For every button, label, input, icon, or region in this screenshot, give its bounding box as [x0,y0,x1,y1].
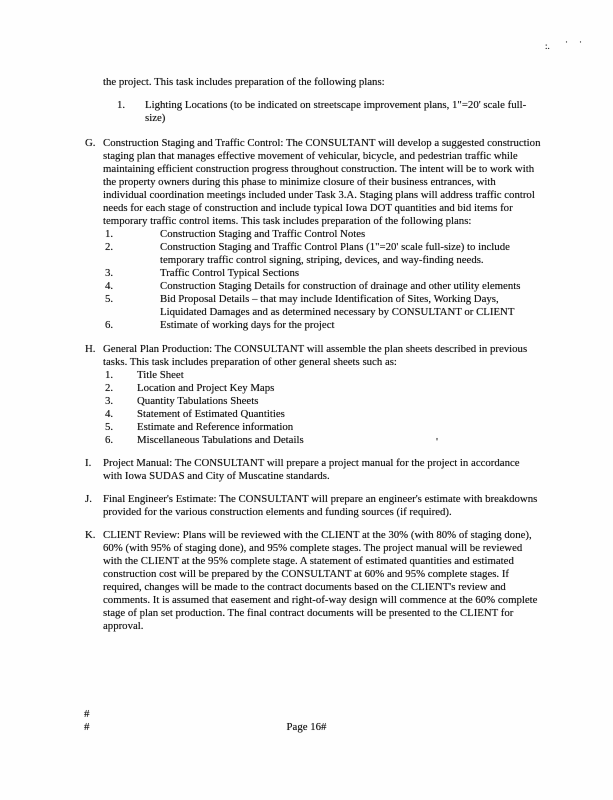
list-item [103,319,541,332]
list-item [103,408,541,421]
footer-hash-mark: # [84,721,90,733]
intro-paragraph: the project. This task includes preparation of the following plans: [103,76,385,88]
section-text: CLIENT Review: Plans will be reviewed with the CLIENT at the 30% (with 80% of staging done), 60% (with 95% of staging done), and 95% complete stages. The project manual will be reviewed with the CLIENT at the 95% complete stage. A statement of estimated quantities and estimated construction cost will be prepared by the CONSULTANT at 60% and 95% complete stages. If required, changes will be made to the contract documents based on the CLIENT's review and comments. It is assumed that easement and right-of-way design will commence at the 60% complete stage of plan set production. The final contract documents will be presented to the CLIENT for approval. [103,529,538,632]
section-i [85,457,541,483]
section-letter: H. [85,343,96,355]
list-item [110,99,541,125]
list-item-number: 3. [105,395,114,407]
list-item-text: Estimate of working days for the project [160,319,335,331]
section-letter: J. [85,493,92,505]
list-item [103,228,541,241]
list-item-number: 1. [105,228,114,240]
list-item-text: Quantity Tabulations Sheets [137,395,259,407]
list-item-text: Bid Proposal Details – that may include Identification of Sites, Working Days, Liquidated Damages and as determined necessary by CONSULTANT or CLIENT [160,293,515,318]
list-item-number: 2. [105,382,114,394]
list-item-text: Traffic Control Typical Sections [160,267,300,279]
document-body [85,76,541,643]
list-item-text: Construction Staging Details for construction of drainage and other utility elements [160,280,521,292]
list-item-text: Lighting Locations (to be indicated on streetscape improvement plans, 1"=20' scale full-size) [145,99,527,124]
list-item-text: Construction Staging and Traffic Control Plans (1"=20' scale full-size) to include temporary traffic control signing, striping, devices, and way-finding needs. [160,241,510,266]
list-item [103,241,541,267]
list-item-text: Miscellaneous Tabulations and Details [137,434,304,446]
list-item-number: 1. [117,99,126,111]
list-item-number: 6. [105,319,114,331]
section-k [85,529,541,633]
list-item [103,293,541,319]
page-number: Page 16# [286,721,327,733]
list-item [103,382,541,395]
section-h [85,343,541,447]
list-item-number: 4. [105,280,114,292]
section-letter: I. [85,457,92,469]
list-item-text: Location and Project Key Maps [137,382,275,394]
list-item-number: 5. [105,293,114,305]
list-item-number: 1. [105,369,114,381]
list-item-number: 5. [105,421,114,433]
list-item-number: 2. [105,241,114,253]
scan-noise-mark: ' [436,436,438,448]
list-item-text: Estimate and Reference information [137,421,294,433]
scan-noise-mark: :. [545,41,550,51]
footer-hash-mark: # [84,708,90,720]
list-item [103,369,541,382]
section-text: General Plan Production: The CONSULTANT will assemble the plan sheets described in previous tasks. This task includes preparation of other general sheets such as: [103,343,528,368]
section-h-list [103,369,541,447]
list-item-number: 6. [105,434,114,446]
list-item-text: Statement of Estimated Quantities [137,408,285,420]
intro-list [110,99,541,125]
list-item [103,267,541,280]
list-item [103,421,541,434]
section-letter: K. [85,529,96,541]
section-g-list [103,228,541,332]
scan-noise-mark: · [565,37,568,47]
list-item [103,280,541,293]
section-j [85,493,541,519]
section-letter: G. [85,137,96,149]
list-item-number: 4. [105,408,114,420]
section-g [85,137,541,332]
section-text: Construction Staging and Traffic Control: The CONSULTANT will develop a suggested construction staging plan that manages effective movement of vehicular, bicycle, and pedestrian traffic while maintaining efficient construction progress throughout construction. The intent will be to work with the property owners during this phase to minimize closure of their business entrances, with individual coordination meetings included under Task 3.A. Staging plans will address traffic control needs for each stage of construction and include typical Iowa DOT quantities and bid items for temporary traffic control items. This task includes preparation of the following plans: [103,137,541,227]
section-text: Final Engineer's Estimate: The CONSULTANT will prepare an engineer's estimate with breakdowns provided for the various construction elements and funding sources (if required). [103,493,538,518]
scan-noise-mark: · [579,37,582,47]
list-item [103,395,541,408]
list-item [103,434,541,447]
list-item-number: 3. [105,267,114,279]
list-item-text: Title Sheet [137,369,184,381]
list-item-text: Construction Staging and Traffic Control Notes [160,228,366,240]
section-text: Project Manual: The CONSULTANT will prepare a project manual for the project in accordance with Iowa SUDAS and City of Muscatine standards. [103,457,520,482]
